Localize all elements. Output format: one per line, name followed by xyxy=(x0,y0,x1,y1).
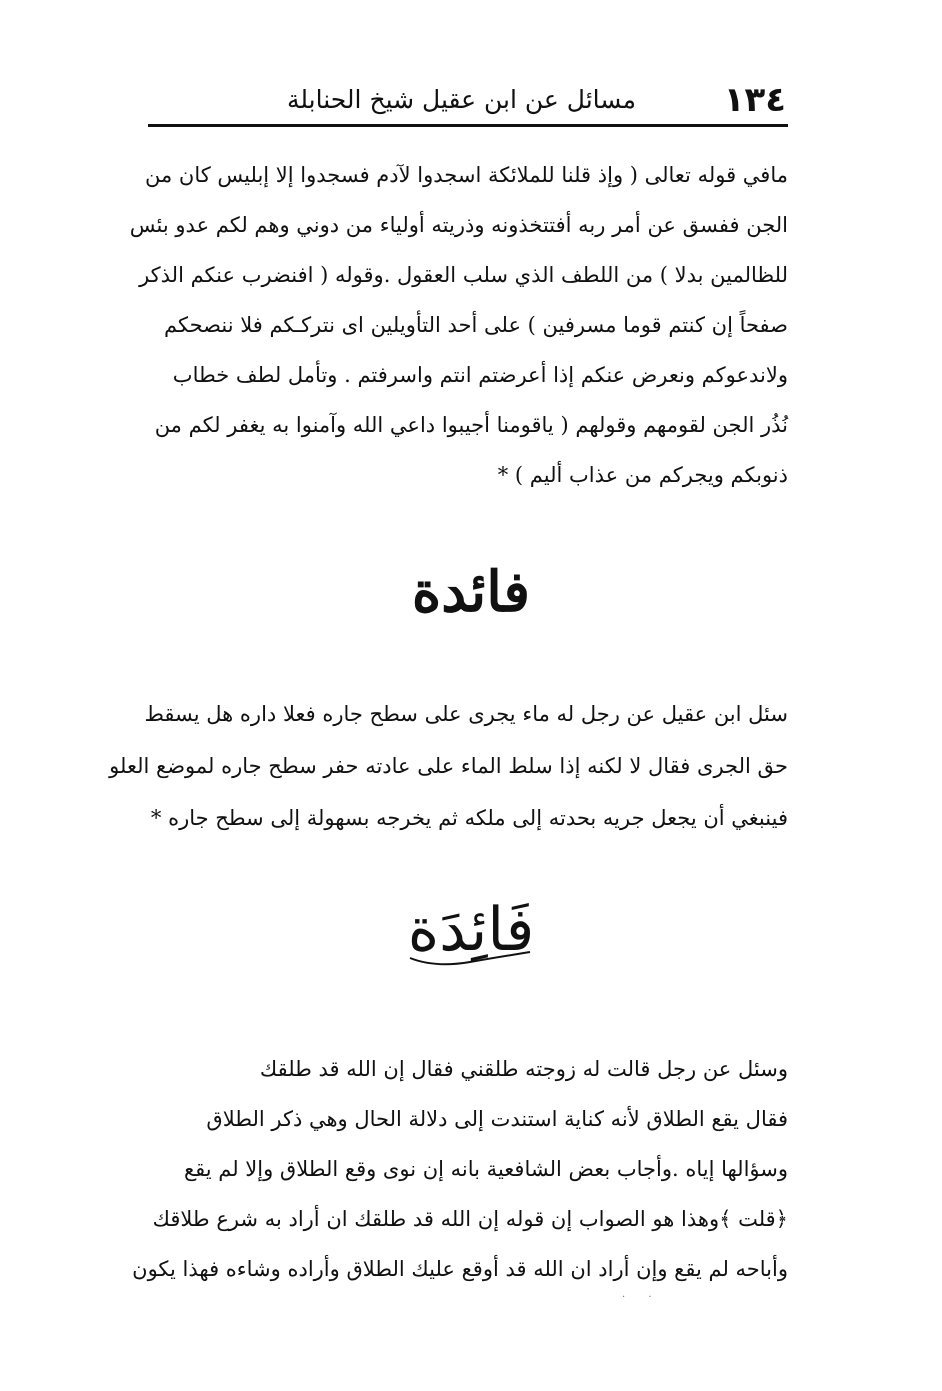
text-line: نُذُر الجن لقومهم وقولهم ( ياقومنا أجيبوا داعي الله وآمنوا به يغفر لكم من xyxy=(154,413,788,437)
section-heading-faida: فائدة xyxy=(411,559,531,625)
paragraph-1 xyxy=(130,150,788,500)
text-line: ذنوبكم ويجركم من عذاب أليم ) * xyxy=(497,463,788,487)
paragraph-2 xyxy=(109,688,788,844)
text-line: وسئل عن رجل قالت له زوجته طلقني فقال إن الله قد طلقك xyxy=(259,1057,788,1081)
section-heading-faida-calligraphic: فَائِدَة xyxy=(407,895,535,965)
footer-marks: · · xyxy=(622,1292,662,1303)
calligraphy-flourish xyxy=(405,940,535,970)
text-line: فقال يقع الطلاق لأنه كناية استندت إلى دلالة الحال وهي ذكر الطلاق xyxy=(206,1107,788,1131)
text-line: للظالمين بدلا ) من اللطف الذي سلب العقول .وقوله ( افنضرب عنكم الذكر xyxy=(139,263,788,287)
header-rule xyxy=(148,124,788,127)
page-number: ١٣٤ xyxy=(723,80,786,120)
text-line: وسؤالها إياه .وأجاب بعض الشافعية بانه إن نوى وقع الطلاق وإلا لم يقع xyxy=(183,1157,788,1181)
text-line: الجن ففسق عن أمر ربه أفتتخذونه وذريته أولياء من دوني وهم لكم عدو بئس xyxy=(129,213,788,237)
text-line: وأباحه لم يقع وإن أراد ان الله قد أوقع عليك الطلاق وأراده وشاءه فهذا يكون xyxy=(132,1257,788,1281)
text-line: مافي قوله تعالى ( وإذ قلنا للملائكة اسجدوا لآدم فسجدوا إلا إبليس كان من xyxy=(144,163,788,187)
text-line: سئل ابن عقيل عن رجل له ماء يجرى على سطح جاره فعلا داره هل يسقط xyxy=(144,702,788,726)
text-line: ولاندعوكم ونعرض عنكم إذا أعرضتم انتم واسرفتم . وتأمل لطف خطاب xyxy=(172,363,788,387)
paragraph-3 xyxy=(130,1044,788,1294)
text-line: ﴿قلت ﴾وهذا هو الصواب إن قوله إن الله قد طلقك ان أراد به شرع طلاقك xyxy=(152,1207,788,1231)
text-line: صفحاً إن كنتم قوما مسرفين ) على أحد التأويلين اى نتركـكم فلا ننصحكم xyxy=(164,313,788,337)
text-line: حق الجرى فقال لا لكنه إذا سلط الماء على عادته حفر سطح جاره لموضع العلو xyxy=(109,754,788,778)
running-title: مسائل عن ابن عقيل شيخ الحنابلة xyxy=(287,85,636,114)
text-line: فينبغي أن يجعل جريه بحدته إلى ملكه ثم يخرجه بسهولة إلى سطح جاره * xyxy=(150,806,788,830)
page-header xyxy=(148,78,786,122)
